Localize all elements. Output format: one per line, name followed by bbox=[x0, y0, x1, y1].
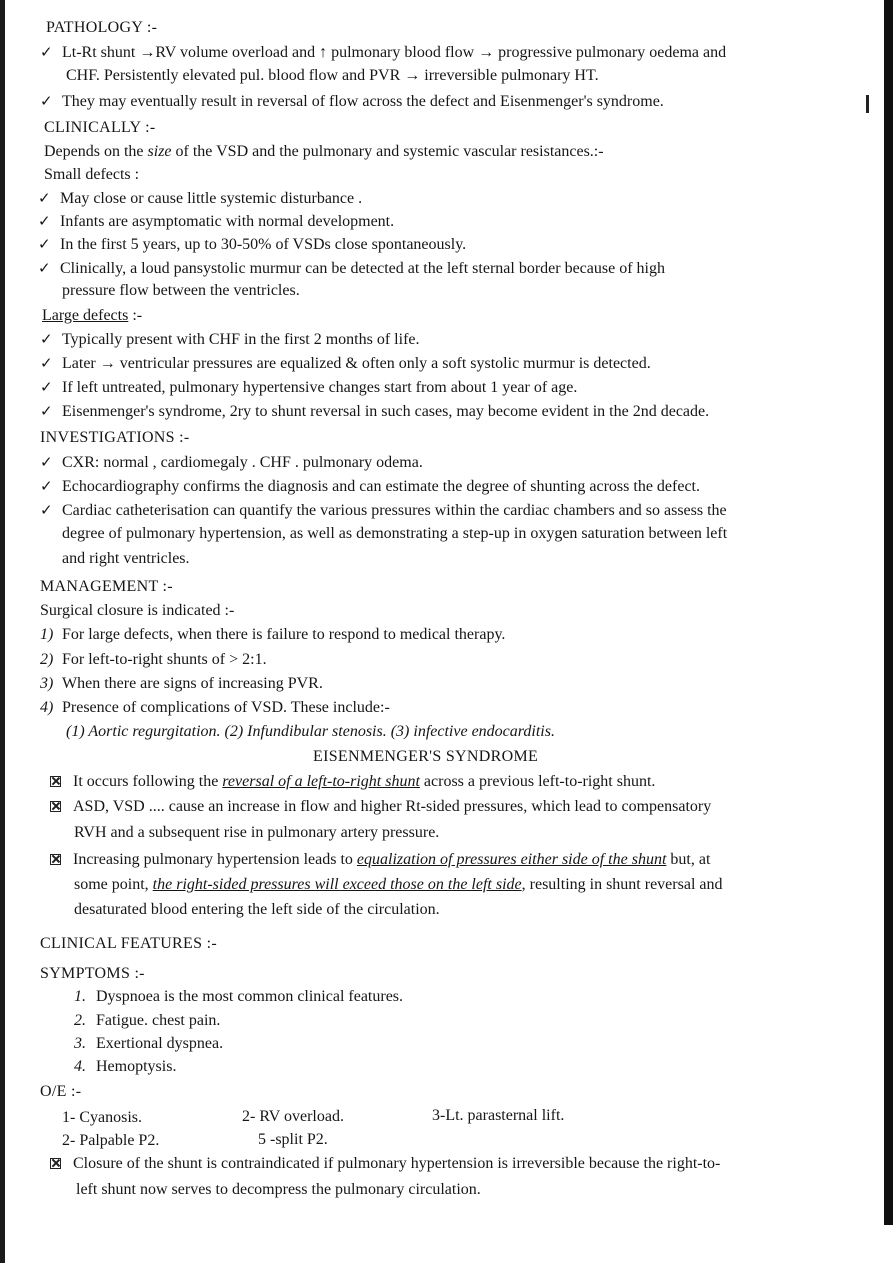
large-defects-suffix: :- bbox=[128, 307, 143, 324]
closure-note bbox=[50, 1154, 720, 1174]
checkbox-x-icon bbox=[50, 776, 61, 787]
management-item-4-text: Presence of complications of VSD. These include:- bbox=[62, 699, 390, 716]
large-item-2-text: Later → ventricular pressures are equalized & often only a soft systolic murmur is detected. bbox=[62, 355, 651, 372]
check-icon: ✓ bbox=[40, 501, 53, 519]
management-item-2 bbox=[40, 650, 267, 670]
eisenmenger-p3-d: , resulting in shunt reversal and bbox=[521, 876, 723, 893]
check-icon: ✓ bbox=[40, 477, 53, 495]
small-item-4 bbox=[38, 258, 665, 279]
pathology-item-1-cont: CHF. Persistently elevated pul. blood flow and PVR → irreversible pulmonary HT. bbox=[66, 67, 599, 84]
pathology-item-2 bbox=[40, 91, 664, 112]
closure-note-cont: left shunt now serves to decompress the pulmonary circulation. bbox=[76, 1181, 481, 1198]
management-item-1-number: 1) bbox=[40, 626, 54, 643]
page-left-edge bbox=[0, 0, 5, 1263]
check-icon: ✓ bbox=[38, 235, 51, 253]
margin-mark bbox=[866, 95, 869, 113]
small-item-2 bbox=[38, 211, 394, 232]
eisenmenger-p1-underlined: reversal of a left-to-right shunt bbox=[222, 773, 420, 790]
small-item-3 bbox=[38, 234, 466, 255]
oe-item-split-p2: 5 -split P2. bbox=[258, 1131, 328, 1148]
management-intro: Surgical closure is indicated :- bbox=[40, 602, 235, 619]
management-item-2-text: For left-to-right shunts of > 2:1. bbox=[62, 651, 267, 668]
eisenmenger-point-3-cont1 bbox=[74, 875, 722, 895]
symptom-item-4 bbox=[74, 1057, 176, 1077]
symptom-2-number: 2. bbox=[74, 1012, 86, 1029]
small-item-2-text: Infants are asymptomatic with normal development. bbox=[60, 213, 395, 230]
management-item-4-number: 4) bbox=[40, 699, 54, 716]
check-icon: ✓ bbox=[40, 330, 53, 348]
management-item-2-number: 2) bbox=[40, 651, 54, 668]
large-item-4-text: Eisenmenger's syndrome, 2ry to shunt reversal in such cases, may become evident in the 2nd decade. bbox=[62, 403, 710, 420]
clinically-intro-emphasis: size bbox=[147, 143, 172, 160]
check-icon: ✓ bbox=[40, 453, 53, 471]
symptom-3-number: 3. bbox=[74, 1035, 86, 1052]
eisenmenger-point-3-cont2: desaturated blood entering the left side of the circulation. bbox=[74, 901, 440, 918]
management-item-3 bbox=[40, 674, 323, 694]
clinically-intro-b: of the VSD and the pulmonary and systemic vascular resistances.:- bbox=[171, 143, 604, 160]
checkbox-x-icon bbox=[50, 801, 61, 812]
symptom-item-3 bbox=[74, 1034, 223, 1054]
clinically-intro bbox=[44, 142, 604, 162]
check-icon: ✓ bbox=[38, 212, 51, 230]
checkbox-x-icon bbox=[50, 1158, 61, 1169]
pathology-heading: PATHOLOGY :- bbox=[46, 19, 158, 36]
eisenmenger-p1-a: It occurs following the bbox=[73, 773, 223, 790]
small-item-3-text: In the first 5 years, up to 30-50% of VSDs close spontaneously. bbox=[60, 236, 467, 253]
investigation-item-1 bbox=[40, 452, 423, 473]
management-item-1 bbox=[40, 625, 505, 645]
oe-item-parasternal-lift: 3-Lt. parasternal lift. bbox=[432, 1107, 565, 1124]
management-heading: MANAGEMENT :- bbox=[40, 578, 173, 595]
check-icon: ✓ bbox=[40, 378, 53, 396]
management-item-3-text: When there are signs of increasing PVR. bbox=[62, 675, 323, 692]
closure-note-line1: Closure of the shunt is contraindicated if pulmonary hypertension is irreversible because the right-to- bbox=[73, 1155, 721, 1172]
large-item-3 bbox=[40, 377, 577, 398]
investigation-item-3 bbox=[40, 500, 727, 521]
small-defects-heading: Small defects : bbox=[44, 166, 140, 183]
symptom-item-2 bbox=[74, 1011, 220, 1031]
page-right-edge bbox=[884, 0, 893, 1225]
investigation-item-3-text: Cardiac catheterisation can quantify the various pressures within the cardiac chambers and so assess the bbox=[62, 502, 727, 519]
investigation-item-1-text: CXR: normal , cardiomegaly . CHF . pulmonary odema. bbox=[62, 454, 423, 471]
checkbox-x-icon bbox=[50, 854, 61, 865]
check-icon: ✓ bbox=[38, 259, 51, 277]
large-item-3-text: If left untreated, pulmonary hypertensive changes start from about 1 year of age. bbox=[62, 379, 578, 396]
symptom-4-number: 4. bbox=[74, 1058, 86, 1075]
eisenmenger-point-1 bbox=[50, 772, 655, 792]
pathology-item-1-text: Lt-Rt shunt →RV volume overload and ↑ pulmonary blood flow → progressive pulmonary oedema and bbox=[62, 44, 727, 61]
symptoms-heading: SYMPTOMS :- bbox=[40, 965, 145, 982]
large-defects-label: Large defects bbox=[42, 307, 129, 324]
eisenmenger-p3-c: some point, bbox=[74, 876, 153, 893]
large-defects-heading bbox=[42, 306, 142, 326]
symptom-3-text: Exertional dyspnea. bbox=[96, 1035, 224, 1052]
check-icon: ✓ bbox=[40, 354, 53, 372]
large-item-4 bbox=[40, 401, 709, 422]
eisenmenger-p3-underlined-2: the right-sided pressures will exceed those on the left side bbox=[152, 876, 522, 893]
clinical-features-heading: CLINICAL FEATURES :- bbox=[40, 935, 217, 952]
check-icon: ✓ bbox=[40, 43, 53, 61]
symptom-1-text: Dyspnoea is the most common clinical features. bbox=[96, 988, 404, 1005]
pathology-item-2-text: They may eventually result in reversal of flow across the defect and Eisenmenger's syndrome. bbox=[62, 93, 664, 110]
eisenmenger-point-2 bbox=[50, 797, 711, 817]
symptom-2-text: Fatigue. chest pain. bbox=[96, 1012, 221, 1029]
clinically-intro-a: Depends on the bbox=[44, 143, 148, 160]
large-item-1-text: Typically present with CHF in the first 2 months of life. bbox=[62, 331, 420, 348]
oe-item-cyanosis: 1- Cyanosis. bbox=[62, 1109, 142, 1126]
oe-heading: O/E :- bbox=[40, 1083, 82, 1100]
eisenmenger-p3-b: but, at bbox=[666, 851, 711, 868]
large-item-2 bbox=[40, 353, 651, 374]
management-item-1-text: For large defects, when there is failure to respond to medical therapy. bbox=[62, 626, 506, 643]
small-item-4-cont: pressure flow between the ventricles. bbox=[62, 282, 300, 299]
eisenmenger-p1-b: across a previous left-to-right shunt. bbox=[419, 773, 656, 790]
symptom-4-text: Hemoptysis. bbox=[96, 1058, 177, 1075]
eisenmenger-p3-underlined-1: equalization of pressures either side of the shunt bbox=[356, 851, 667, 868]
check-icon: ✓ bbox=[40, 92, 53, 110]
clinically-heading: CLINICALLY :- bbox=[44, 119, 156, 136]
eisenmenger-point-3 bbox=[50, 850, 710, 870]
investigations-heading: INVESTIGATIONS :- bbox=[40, 429, 190, 446]
small-item-1 bbox=[38, 188, 362, 209]
check-icon: ✓ bbox=[40, 402, 53, 420]
investigation-item-3-cont2: and right ventricles. bbox=[62, 550, 190, 567]
investigation-item-2-text: Echocardiography confirms the diagnosis and can estimate the degree of shunting across the defect. bbox=[62, 478, 700, 495]
pathology-item-1 bbox=[40, 42, 726, 63]
management-item-4 bbox=[40, 698, 390, 718]
large-item-1 bbox=[40, 329, 420, 350]
eisenmenger-title: EISENMENGER'S SYNDROME bbox=[313, 748, 539, 765]
investigation-item-3-cont1: degree of pulmonary hypertension, as well as demonstrating a step-up in oxygen saturation between left bbox=[62, 525, 728, 542]
symptom-1-number: 1. bbox=[74, 988, 86, 1005]
small-item-4-text: Clinically, a loud pansystolic murmur can be detected at the left sternal border because of high bbox=[60, 260, 665, 277]
eisenmenger-p3-a: Increasing pulmonary hypertension leads to bbox=[73, 851, 357, 868]
symptom-item-1 bbox=[74, 987, 403, 1007]
check-icon: ✓ bbox=[38, 189, 51, 207]
small-item-1-text: May close or cause little systemic disturbance . bbox=[60, 190, 363, 207]
investigation-item-2 bbox=[40, 476, 700, 497]
oe-item-palpable-p2: 2- Palpable P2. bbox=[62, 1132, 160, 1149]
management-item-3-number: 3) bbox=[40, 675, 54, 692]
complications-list: (1) Aortic regurgitation. (2) Infundibular stenosis. (3) infective endocarditis. bbox=[66, 723, 555, 740]
eisenmenger-point-2-cont: RVH and a subsequent rise in pulmonary artery pressure. bbox=[74, 824, 440, 841]
oe-item-rv-overload: 2- RV overload. bbox=[242, 1108, 344, 1125]
eisenmenger-p2-line1: ASD, VSD .... cause an increase in flow and higher Rt-sided pressures, which lead to compensatory bbox=[73, 798, 712, 815]
